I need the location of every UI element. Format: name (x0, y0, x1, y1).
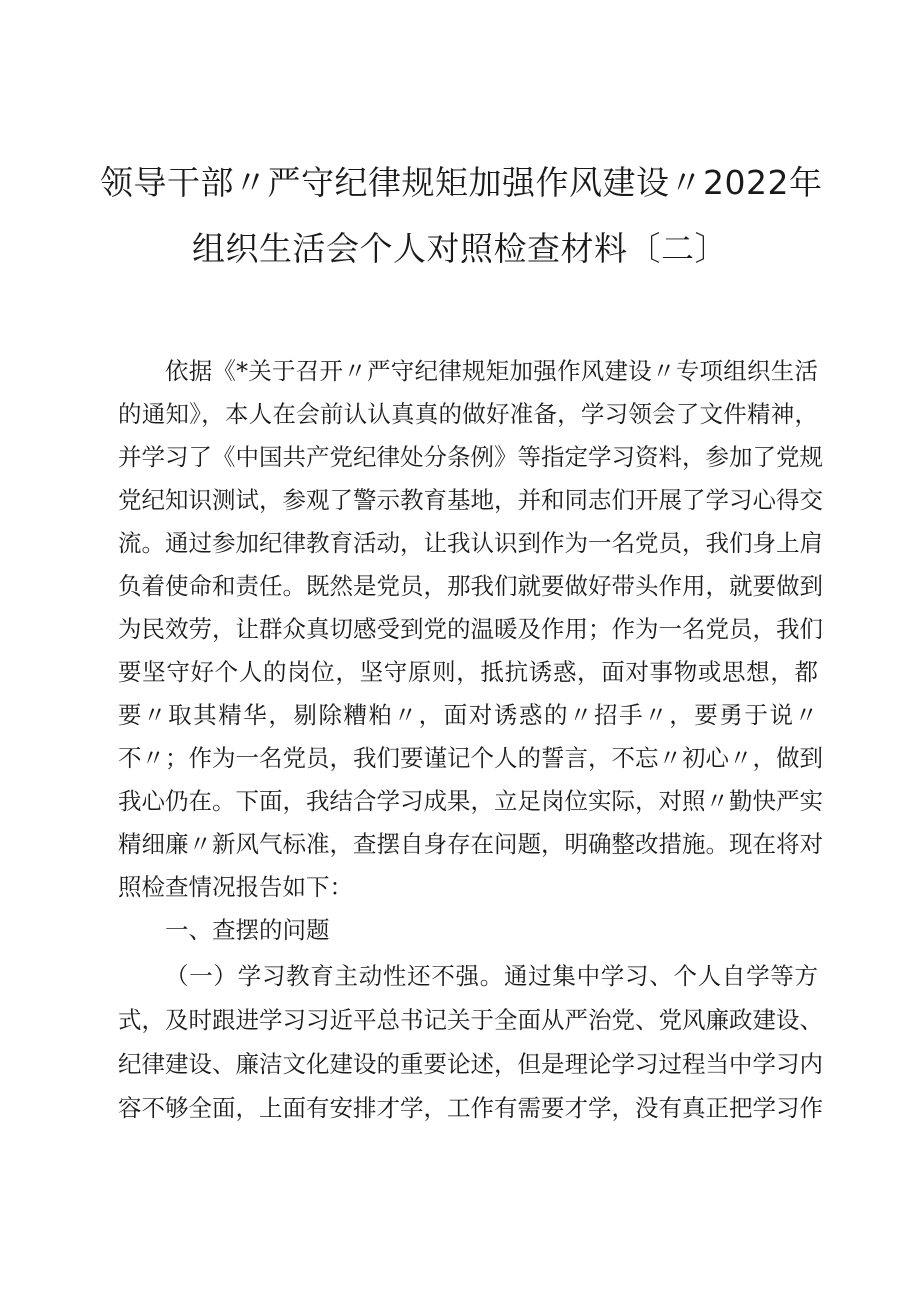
paragraph-line: 容不够全面，上面有安排才学，工作有需要才学，没有真正把学习作 (118, 1094, 823, 1122)
document-title-line-1: 领导干部〃严守纪律规矩加强作风建设〃2022年 (100, 163, 823, 202)
paragraph-line: 不〃；作为一名党员，我们要谨记个人的誓言，不忘〃初心〃，做到 (118, 744, 823, 772)
paragraph-line: 纪律建设、廉洁文化建设的重要论述，但是理论学习过程当中学习内 (118, 1050, 823, 1078)
paragraph-line: 负着使命和责任。既然是党员，那我们就要做好带头作用，就要做到 (118, 572, 823, 600)
paragraph-line: （一）学习教育主动性还不强。通过集中学习、个人自学等方 (165, 962, 818, 990)
paragraph-line: 要坚守好个人的岗位，坚守原则，抵抗诱惑，面对事物或思想，都 (118, 658, 818, 686)
paragraph-line: 要〃取其精华，剔除糟粕〃，面对诱惑的〃招手〃，要勇于说〃 (118, 701, 818, 729)
paragraph-line: 照检查情况报告如下： (118, 873, 353, 901)
paragraph-line: 精细廉〃新风气标准，查摆自身存在问题，明确整改措施。现在将对 (118, 830, 823, 858)
paragraph-line: 为民效劳，让群众真切感受到党的温暖及作用；作为一名党员，我们 (118, 615, 823, 643)
section-heading-text: 一、查摆的问题 (165, 916, 330, 944)
paragraph-line: 我心仍在。下面，我结合学习成果，立足岗位实际，对照〃勤快严实 (118, 787, 823, 815)
paragraph-line: 党纪知识测试，参观了警示教育基地，并和同志们开展了学习心得交 (118, 486, 823, 514)
paragraph-line: 的通知》，本人在会前认认真真的做好准备，学习领会了文件精神， (118, 400, 818, 428)
paragraph-line: 依据《*关于召开〃严守纪律规矩加强作风建设〃专项组织生活 (165, 357, 818, 385)
paragraph-line: 流。通过参加纪律教育活动，让我认识到作为一名党员，我们身上肩 (118, 529, 823, 557)
paragraph-line: 并学习了《中国共产党纪律处分条例》等指定学习资料，参加了党规 (118, 443, 823, 471)
document-title-line-2: 组织生活会个人对照检查材料〔二〕 (192, 229, 728, 268)
paragraph-line: 式，及时跟进学习习近平总书记关于全面从严治党、党风廉政建设、 (118, 1006, 823, 1034)
